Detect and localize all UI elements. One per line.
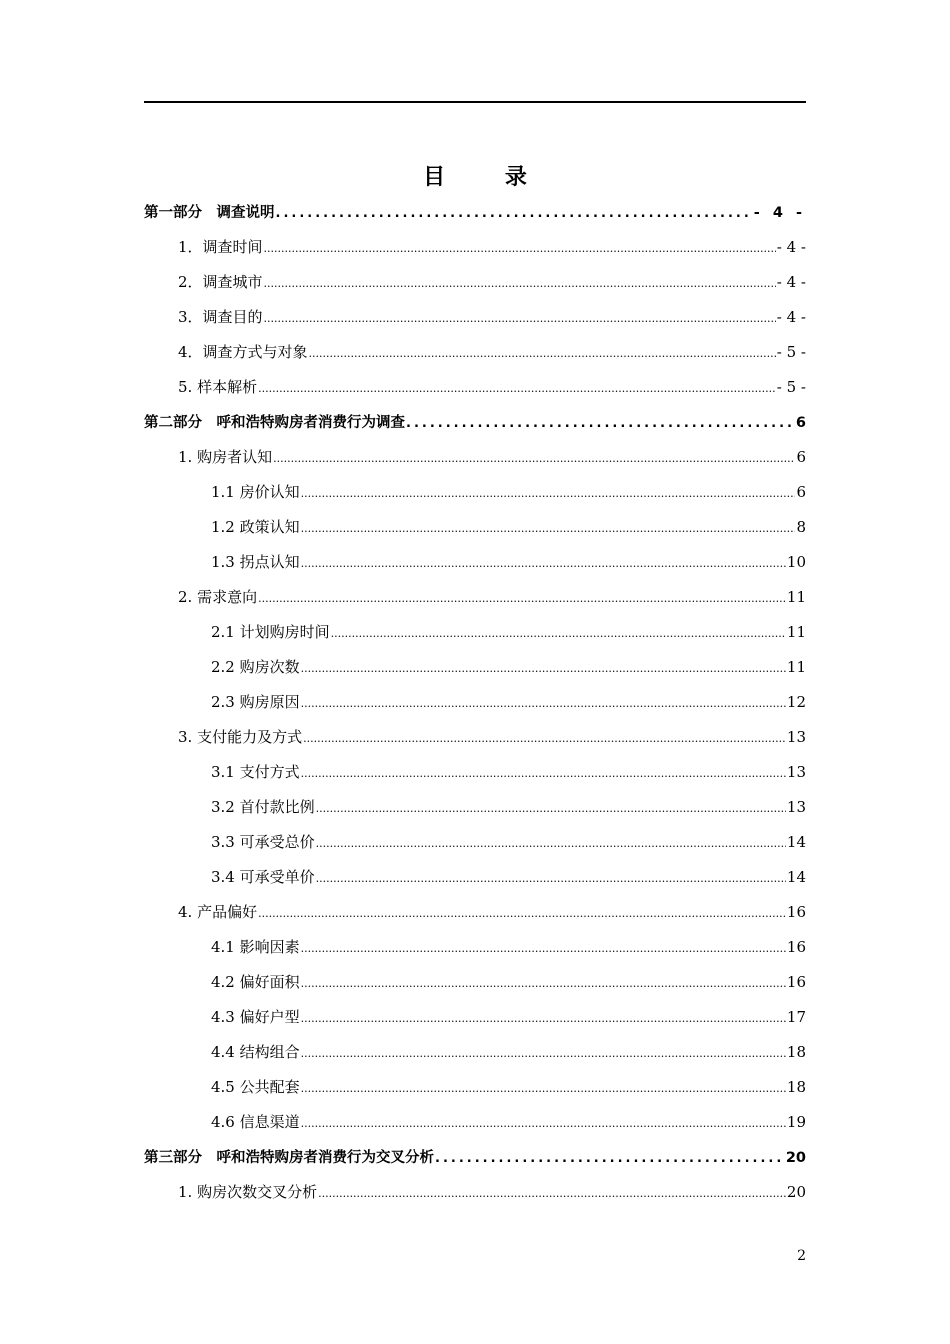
toc-entry[interactable] xyxy=(178,376,806,400)
toc-entry-page: 6 xyxy=(796,448,806,466)
toc-entry-page: 14 xyxy=(786,833,806,851)
toc-dot-leader xyxy=(273,448,795,466)
toc-entry[interactable] xyxy=(211,866,806,890)
toc-entry[interactable] xyxy=(211,831,806,855)
toc-entry-page: 18 xyxy=(786,1043,806,1061)
toc-entry-label: 2.2 购房次数 xyxy=(211,658,300,676)
toc-entry-page: 17 xyxy=(786,1008,806,1026)
toc-dot-leader xyxy=(316,798,786,816)
toc-entry-page: 16 xyxy=(786,973,806,991)
toc-dot-leader xyxy=(331,623,786,641)
toc-dot-leader xyxy=(316,833,786,851)
toc-entry[interactable] xyxy=(211,481,806,505)
toc-dot-leader xyxy=(301,553,786,571)
toc-entry-page: 13 xyxy=(786,728,806,746)
toc-dot-leader xyxy=(303,728,786,746)
toc-entry[interactable] xyxy=(178,306,806,330)
toc-entry-label: 1.2 政策认知 xyxy=(211,518,300,536)
toc-dot-leader xyxy=(301,518,796,536)
toc-entry[interactable] xyxy=(178,236,806,260)
toc-entry[interactable] xyxy=(178,726,806,750)
toc-entry[interactable] xyxy=(211,796,806,820)
toc-entry-label: 3．调查目的 xyxy=(178,308,263,326)
toc-entry-label: 第一部分 调查说明 xyxy=(144,205,275,221)
toc-dot-leader xyxy=(301,973,786,991)
toc-dot-leader xyxy=(264,273,776,291)
toc-entry-page: 6 xyxy=(796,483,806,501)
toc-dot-leader xyxy=(276,205,753,221)
toc-entry-page: 11 xyxy=(786,623,806,641)
toc-entry[interactable] xyxy=(178,901,806,925)
toc-entry-label: 4.2 偏好面积 xyxy=(211,973,300,991)
toc-entry-label: 2. 需求意向 xyxy=(178,588,258,606)
toc-entry-label: 2.3 购房原因 xyxy=(211,693,300,711)
toc-entry[interactable] xyxy=(144,1146,806,1170)
toc-dot-leader xyxy=(316,868,786,886)
toc-entry-label: 4．调查方式与对象 xyxy=(178,343,308,361)
toc-dot-leader xyxy=(301,1008,786,1026)
toc-entry-label: 1. 购房者认知 xyxy=(178,448,273,466)
toc-entry-page: 20 xyxy=(785,1150,806,1166)
toc-dot-leader xyxy=(301,483,796,501)
toc-entry-page: - 5 - xyxy=(776,378,806,396)
toc-entry-page: - 4 - xyxy=(776,308,806,326)
toc-dot-leader xyxy=(318,1183,786,1201)
toc-entry-page: 13 xyxy=(786,763,806,781)
toc-dot-leader xyxy=(435,1150,785,1166)
toc-entry-page: 20 xyxy=(786,1183,806,1201)
page-number: 2 xyxy=(797,1248,806,1264)
toc-entry-label: 2.1 计划购房时间 xyxy=(211,623,330,641)
toc-entry[interactable] xyxy=(211,621,806,645)
toc-entry[interactable] xyxy=(211,936,806,960)
toc-entry-label: 4.6 信息渠道 xyxy=(211,1113,300,1131)
toc-entry[interactable] xyxy=(144,201,806,225)
toc-entry-label: 4.1 影响因素 xyxy=(211,938,300,956)
toc-entry[interactable] xyxy=(211,1111,806,1135)
toc-entry-label: 4.4 结构组合 xyxy=(211,1043,300,1061)
toc-entry-label: 1.1 房价认知 xyxy=(211,483,300,501)
toc-entry-page: - 4 - xyxy=(753,205,806,221)
toc-entry-page: 16 xyxy=(786,903,806,921)
toc-entry-label: 4.3 偏好户型 xyxy=(211,1008,300,1026)
toc-dot-leader xyxy=(309,343,776,361)
toc-title: 目 录 xyxy=(423,165,553,190)
toc-entry-page: 14 xyxy=(786,868,806,886)
toc-entry-label: 3.2 首付款比例 xyxy=(211,798,315,816)
toc-dot-leader xyxy=(258,378,776,396)
toc-entry-page: 11 xyxy=(786,658,806,676)
toc-dot-leader xyxy=(301,693,786,711)
toc-entry-label: 4.5 公共配套 xyxy=(211,1078,300,1096)
toc-entry-page: 10 xyxy=(786,553,806,571)
toc-entry[interactable] xyxy=(211,1041,806,1065)
toc-entry[interactable] xyxy=(178,341,806,365)
toc-entry-label: 第二部分 呼和浩特购房者消费行为调查 xyxy=(144,415,405,431)
toc-entry-page: 13 xyxy=(786,798,806,816)
toc-dot-leader xyxy=(301,658,786,676)
toc-entry-label: 第三部分 呼和浩特购房者消费行为交叉分析 xyxy=(144,1150,434,1166)
toc-dot-leader xyxy=(258,588,786,606)
toc-entry[interactable] xyxy=(211,656,806,680)
toc-entry-label: 3.3 可承受总价 xyxy=(211,833,315,851)
toc-dot-leader xyxy=(301,763,786,781)
toc-entry[interactable] xyxy=(211,1076,806,1100)
toc-entry-label: 1．调查时间 xyxy=(178,238,263,256)
toc-entry[interactable] xyxy=(211,516,806,540)
toc-entry-label: 5. 样本解析 xyxy=(178,378,258,396)
toc-entry[interactable] xyxy=(211,1006,806,1030)
toc-entry[interactable] xyxy=(211,551,806,575)
toc-entry[interactable] xyxy=(211,971,806,995)
toc-entry-label: 3.4 可承受单价 xyxy=(211,868,315,886)
toc-dot-leader xyxy=(406,415,795,431)
toc-entry-page: 6 xyxy=(795,415,806,431)
toc-entry-page: 8 xyxy=(796,518,806,536)
toc-dot-leader xyxy=(301,1043,786,1061)
toc-dot-leader xyxy=(301,938,786,956)
toc-entry-page: 18 xyxy=(786,1078,806,1096)
toc-entry-label: 3.1 支付方式 xyxy=(211,763,300,781)
toc-dot-leader xyxy=(264,308,776,326)
toc-entry[interactable] xyxy=(144,411,806,435)
toc-entry-label: 2．调查城市 xyxy=(178,273,263,291)
toc-entry[interactable] xyxy=(178,271,806,295)
toc-entry-page: 19 xyxy=(786,1113,806,1131)
toc-entry-label: 1.3 拐点认知 xyxy=(211,553,300,571)
toc-entry[interactable] xyxy=(178,446,806,470)
toc-entry[interactable] xyxy=(178,586,806,610)
toc-entry-label: 1. 购房次数交叉分析 xyxy=(178,1183,318,1201)
toc-entry-page: 11 xyxy=(786,588,806,606)
toc-dot-leader xyxy=(301,1113,786,1131)
toc-entry-page: 12 xyxy=(786,693,806,711)
toc-dot-leader xyxy=(264,238,776,256)
toc-entry[interactable] xyxy=(178,1181,806,1205)
toc-dot-leader xyxy=(258,903,786,921)
toc-entry[interactable] xyxy=(211,691,806,715)
toc-dot-leader xyxy=(301,1078,786,1096)
toc-entry-label: 3. 支付能力及方式 xyxy=(178,728,303,746)
toc-entry-page: - 4 - xyxy=(776,273,806,291)
toc-entry[interactable] xyxy=(211,761,806,785)
toc-entry-page: - 4 - xyxy=(776,238,806,256)
toc-entry-page: 16 xyxy=(786,938,806,956)
toc-entry-label: 4. 产品偏好 xyxy=(178,903,258,921)
toc-entry-page: - 5 - xyxy=(776,343,806,361)
